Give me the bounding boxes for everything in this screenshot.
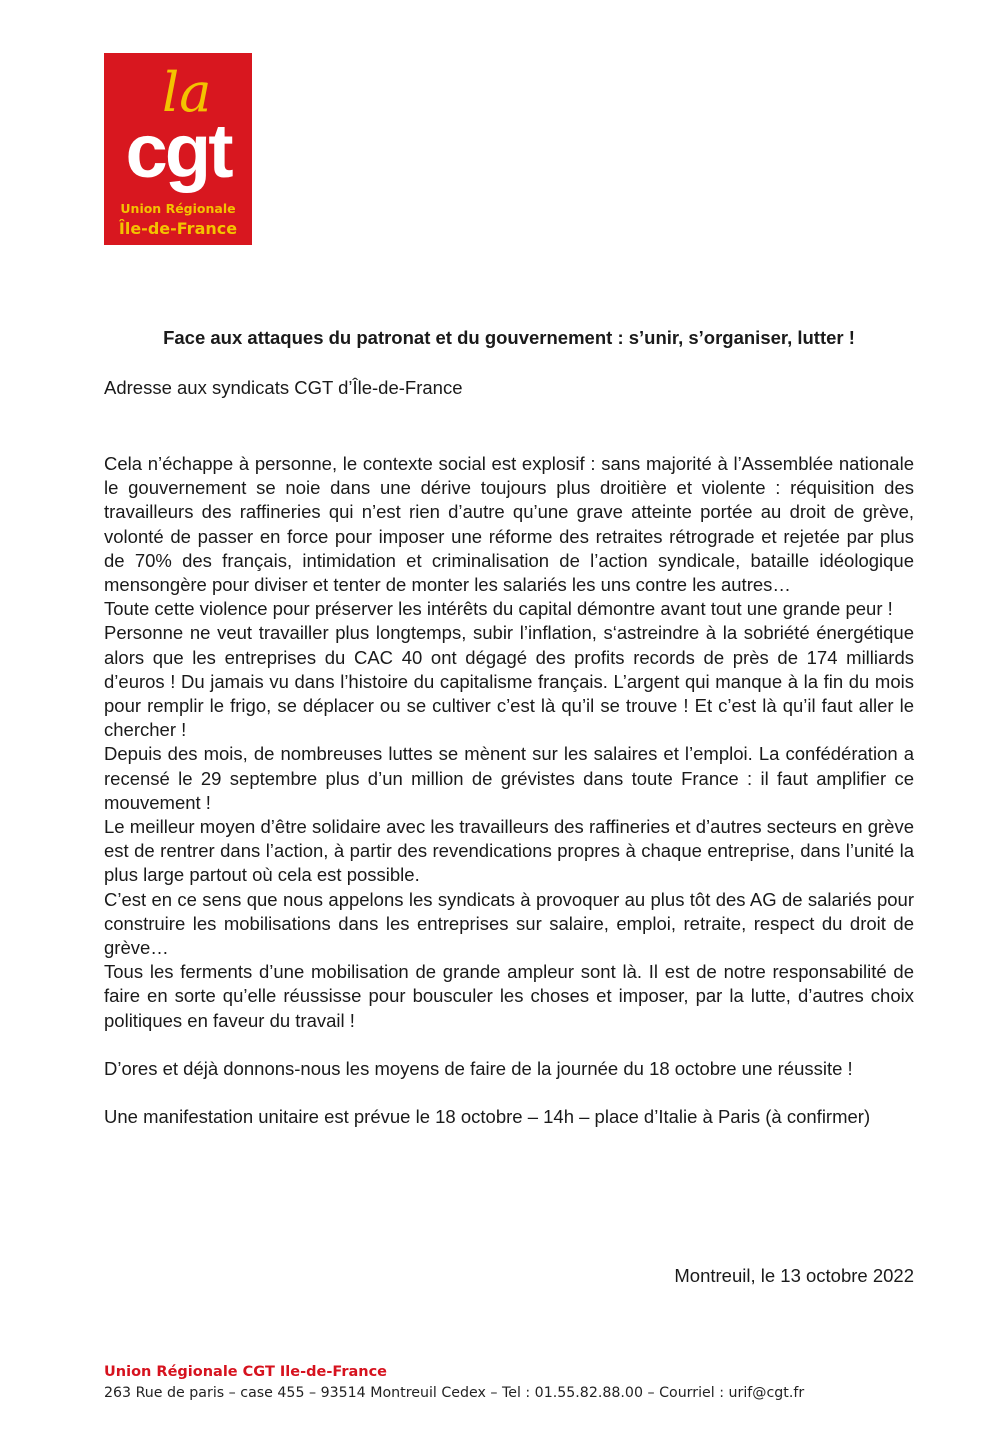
paragraph: Tous les ferments d’une mobilisation de grande ampleur sont là. Il est de notre responsabilité de faire en sorte qu’elle réussisse pour bousculer les choses et imposer, par la lutte, d’autres choix politiques en faveur du travail !: [104, 961, 914, 1031]
document-subtitle: Adresse aux syndicats CGT d’Île-de-France: [104, 377, 463, 398]
footer-org: Union Régionale CGT Ile-de-France: [104, 1364, 388, 1380]
footer: [104, 1362, 804, 1404]
logo-line2: Île-de-France: [118, 219, 238, 238]
footer-address: 263 Rue de paris – case 455 – 93514 Montreuil Cedex – Tel : 01.55.82.88.00 – Courriel : urif@cgt.fr: [104, 1385, 805, 1401]
paragraph: C’est en ce sens que nous appelons les syndicats à provoquer au plus tôt des AG de salariés pour construire les mobilisations dans les entreprises sur salaire, emploi, retraite, respect du droit de grève…: [104, 888, 914, 959]
paragraph: Toute cette violence pour préserver les intérêts du capital démontre avant tout une grande peur !: [104, 598, 893, 620]
paragraph: Le meilleur moyen d’être solidaire avec les travailleurs des raffineries et d’autres secteurs en grève est de rentrer dans l’action, à partir des revendications propres à chaque entreprise, dans l’unité la plus large partout où cela est possible.: [104, 816, 914, 886]
cgt-logo-graphic: [104, 53, 252, 245]
document-body: [104, 452, 914, 1129]
document-title: Face aux attaques du patronat et du gouvernement : s’unir, s’organiser, lutter !: [163, 327, 855, 348]
paragraph: Depuis des mois, de nombreuses luttes se mènent sur les salaires et l’emploi. La confédération a recensé le 29 septembre plus d’un million de grévistes dans toute France : il faut amplifier ce mouvement !: [104, 743, 914, 813]
signoff-date: Montreuil, le 13 octobre 2022: [674, 1265, 914, 1286]
paragraph: Une manifestation unitaire est prévue le 18 octobre – 14h – place d’Italie à Paris (à confirmer): [104, 1106, 871, 1128]
logo-line1: Union Régionale: [120, 201, 236, 216]
cgt-logo: [104, 53, 252, 245]
paragraph: Cela n’échappe à personne, le contexte social est explosif : sans majorité à l’Assemblée nationale le gouvernement se noie dans une dérive toujours plus droitière et violente : réquisition des travailleurs des raffineries qui n’est rien d’autre qu’une grave atteinte portée au droit de grève, volonté de passer en force pour imposer une réforme des retraites rétrograde et rejetée par plus de 70% des français, intimidation et criminalisation de l’action syndicale, bataille idéologique mensongère pour diviser et tenter de monter les salariés les uns contre les autres…: [104, 453, 914, 596]
logo-script-text: la: [162, 61, 212, 124]
logo-main-text: cgt: [125, 109, 231, 194]
paragraph: D’ores et déjà donnons-nous les moyens de faire de la journée du 18 octobre une réussite !: [104, 1057, 853, 1079]
paragraph: Personne ne veut travailler plus longtemps, subir l’inflation, s‘astreindre à la sobriété énergétique alors que les entreprises du CAC 40 ont dégagé des profits records de près de 174 milliards d’euros ! Du jamais vu dans l’histoire du capitalisme français. L’argent qui manque à la fin du mois pour remplir le frigo, se déplacer ou se cultiver c’est là qu’il se trouve ! Et c’est là qu’il faut aller le chercher !: [104, 622, 914, 741]
